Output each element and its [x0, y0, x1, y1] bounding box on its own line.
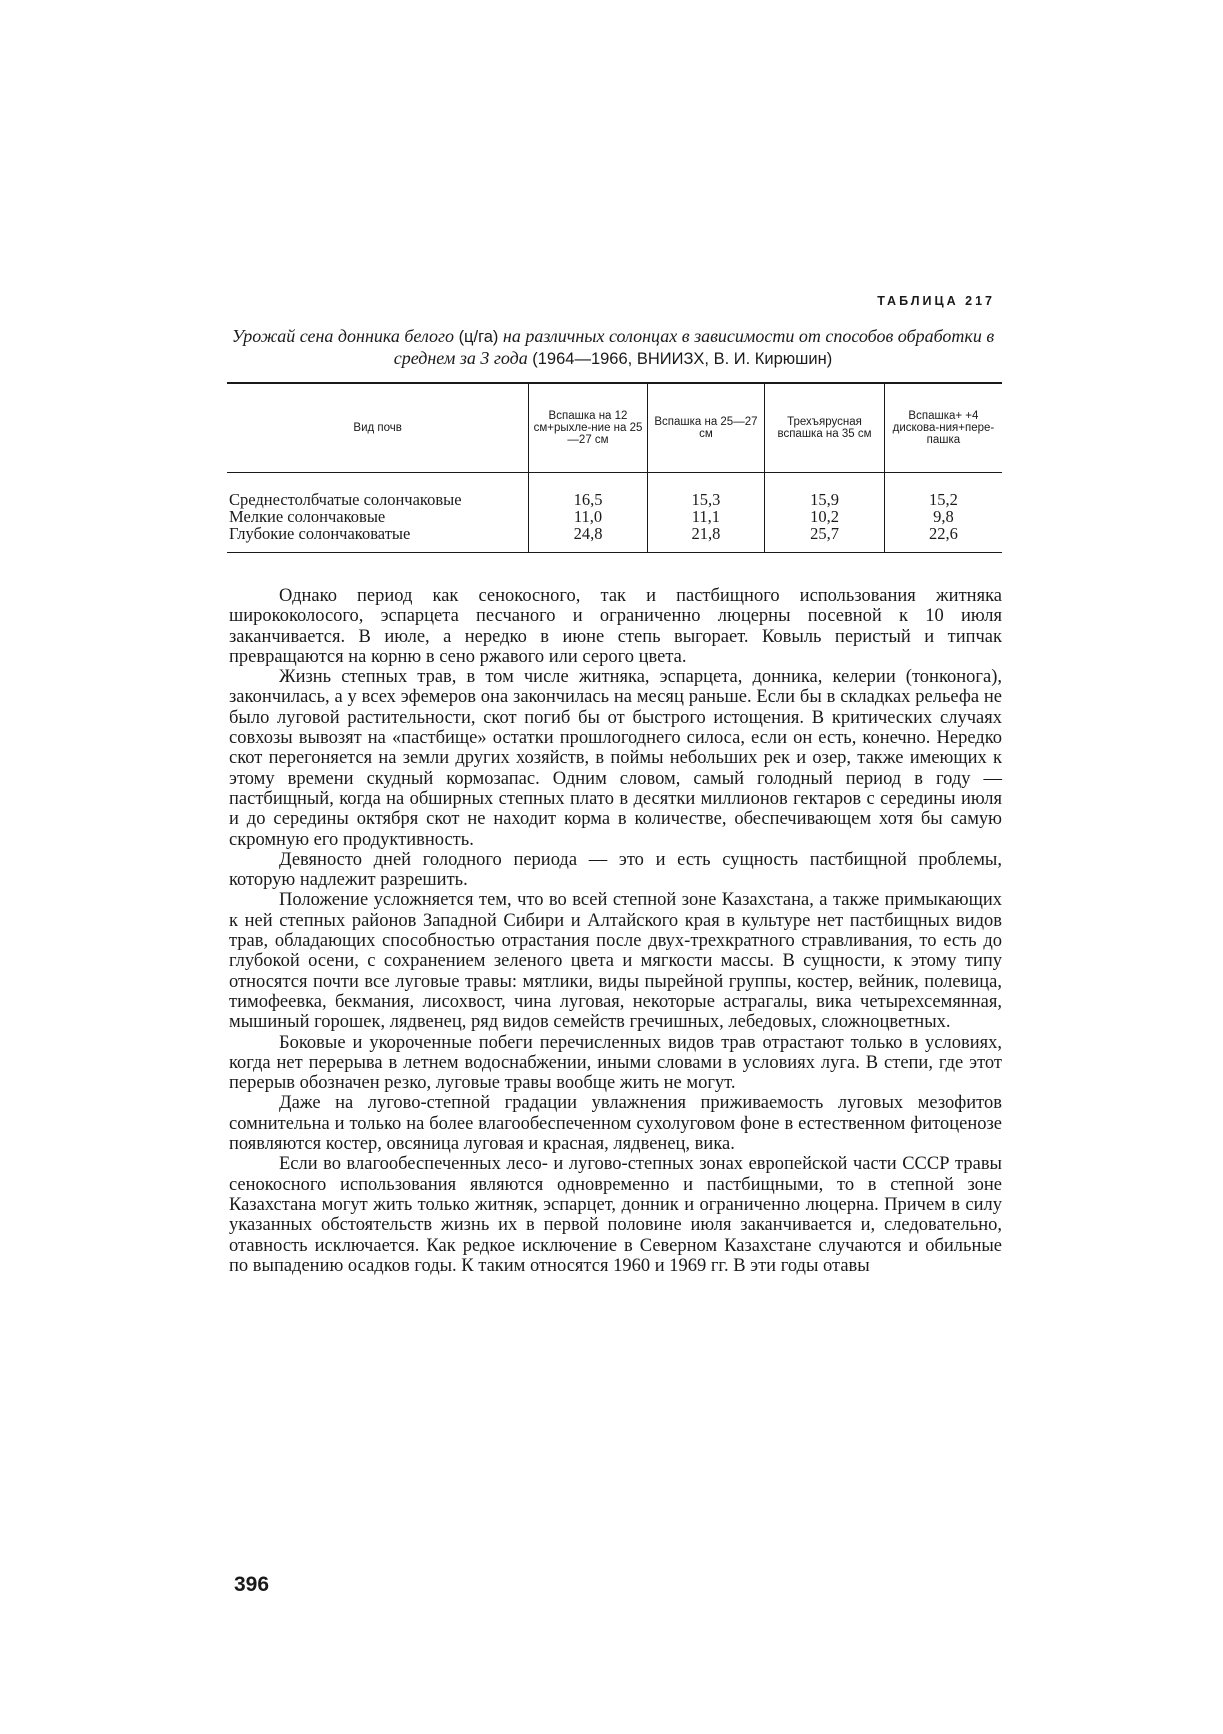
- row-value: 11,1: [647, 508, 764, 525]
- caption-title: Урожай сена донника белого: [231, 326, 455, 346]
- table-caption: [224, 326, 1002, 370]
- header-method-3: Трехъярусная вспашка на 35 см: [765, 383, 885, 473]
- row-soil-label: Мелкие солончаковые: [229, 507, 386, 526]
- row-value: 16,5: [529, 473, 647, 509]
- row-value: 15,3: [647, 473, 764, 509]
- paragraph: Девяносто дней голодного периода — это и есть сущность пастбищной проблемы, которую надлежит разрешить.: [229, 849, 1002, 891]
- yield-table: [227, 382, 1002, 553]
- row-value: 15,9: [765, 473, 885, 509]
- row-value: 11,0: [529, 508, 647, 525]
- row-value: 24,8: [529, 525, 647, 553]
- header-method-2: Вспашка на 25—27 см: [647, 383, 764, 473]
- caption-source: (1964—1966, ВНИИЗХ, В. И. Кирюшин): [532, 350, 833, 368]
- row-value: 10,2: [765, 508, 885, 525]
- paragraph: Положение усложняется тем, что во всей степной зоне Казахстана, а также примыкающих к ней степных районов Западной Сибири и Алтайского края в культуре нет пастбищных видов трав, обладающих способностью отрастания после двух-трехкратного стравливания, то есть до глубокой осени, с сохранением зеленого цвета и мягкости массы. В сущности, к этому типу относятся почти все луговые травы: мятлики, виды пырейной группы, костер, вейник, полевица, тимофеевка, бекмания, лисохвост, чина луговая, некоторые астрагалы, вика четырехсемянная, мышиный горошек, лядвенец, ряд видов семейств гречишных, лебедовых, сложноцветных.: [229, 890, 1002, 1033]
- header-method-1: Вспашка на 12 см+рыхле-ние на 25—27 см: [529, 383, 647, 473]
- table-label: ТАБЛИЦА 217: [877, 294, 995, 308]
- row-value: 21,8: [647, 525, 764, 553]
- table-row: [227, 525, 1002, 553]
- row-value: 22,6: [884, 525, 1002, 553]
- paragraph: Если во влагообеспеченных лесо- и лугово-степных зонах европейской части СССР травы сенокосного использования являются одновременно и пастбищными, то в степной зоне Казахстана могут жить только житняк, эспарцет, донник и ограниченно люцерна. Причем в силу указанных обстоятельств жизнь их в первой половине июля заканчивается и, следовательно, отавность исключается. Как редкое исключение в Северном Казахстане случаются и обильные по выпадению осадков годы. К таким относятся 1960 и 1969 гг. В эти годы отавы: [229, 1154, 1002, 1276]
- row-value: 9,8: [884, 508, 1002, 525]
- header-method-4: Вспашка+ +4 дискова-ния+пере-пашка: [884, 383, 1002, 473]
- paragraph: Однако период как сенокосного, так и пастбищного использования житняка ширококолосого, эспарцета песчаного и ограниченно люцерны посевной к 10 июля заканчивается. В июле, а нередко в июне степь выгорает. Ковыль перистый и типчак превращаются на корню в сено ржавого или серого цвета.: [229, 586, 1002, 667]
- caption-subtitle: на различных солонцах в зависимости от способов обработки в среднем за 3 года: [393, 326, 995, 368]
- table-row: [227, 473, 1002, 509]
- row-value: 25,7: [765, 525, 885, 553]
- header-soil-type: Вид почв: [227, 383, 529, 473]
- paragraph: Боковые и укороченные побеги перечисленных видов трав отрастают только в условиях, когда нет перерыва в летнем водоснабжении, иными словами в условиях луга. В степи, где этот перерыв обозначен резко, луговые травы вообще жить не могут.: [229, 1032, 1002, 1094]
- row-soil-label: Глубокие солончаковатые: [227, 525, 529, 553]
- body-text: [229, 586, 1002, 1276]
- table-header-row: [227, 383, 1002, 473]
- table-row: [227, 508, 1002, 525]
- row-soil-label: Среднестолбчатые солончаковые: [229, 490, 462, 509]
- caption-units: (ц/га): [458, 328, 499, 346]
- paragraph: Жизнь степных трав, в том числе житняка, эспарцета, донника, келерии (тонконога), закончилась, а у всех эфемеров она закончилась на месяц раньше. Если бы в складках рельефа не было луговой растительности, скот погиб бы от быстрого истощения. В критических случаях совхозы вывозят на «пастбище» остатки прошлогоднего силоса, если он есть, конечно. Нередко скот перегоняется на земли других хозяйств, в поймы небольших рек и озер, также имеющих к этому времени скудный кормозапас. Одним словом, самый голодный период в году — пастбищный, когда на обширных степных плато в десятки миллионов гектаров с середины июля и до середины октября скот не находит корма в количестве, обеспечивающем хотя бы самую скромную его продуктивность.: [229, 667, 1002, 850]
- row-value: 15,2: [884, 473, 1002, 509]
- page-number: 396: [234, 1573, 270, 1596]
- paragraph: Даже на лугово-степной градации увлажнения приживаемость луговых мезофитов сомнительна и только на более влагообеспеченном сухолуговом фоне в естественном фитоценозе появляются костер, овсяница луговая и красная, лядвенец, вика.: [229, 1093, 1002, 1155]
